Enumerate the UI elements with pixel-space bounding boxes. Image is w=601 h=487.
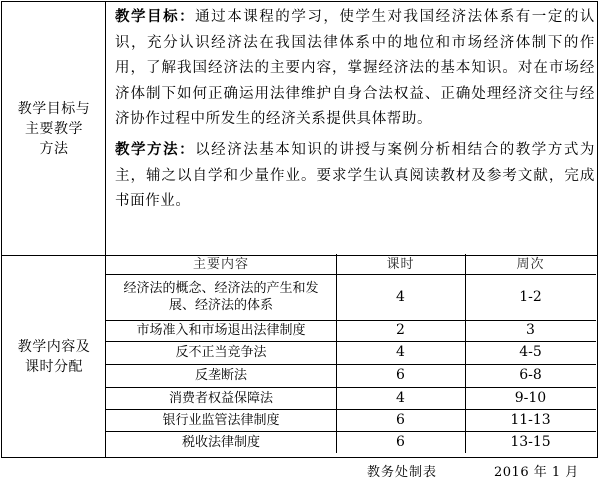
row-hours: 2: [396, 322, 405, 338]
objectives-label-line-3: 方法: [39, 140, 69, 157]
row-content: 税收法律制度: [181, 434, 260, 450]
row-weeks: 4-5: [519, 344, 542, 360]
row-hours: 6: [396, 411, 405, 428]
header-content: 主要内容: [192, 256, 249, 272]
row-weeks: 6-8: [519, 367, 542, 383]
row-content: 市场准入和市场退出法律制度: [136, 323, 306, 338]
table-row: [106, 387, 596, 409]
grid-line: [106, 320, 596, 321]
row-hours: 6: [396, 433, 405, 450]
teaching-goal-title: 教学目标：: [115, 8, 196, 25]
teaching-goal-text: 通过本课程的学习，使学生对我国经济法体系有一定的认识，充分认识经济法在我国法律体系中的地位和市场经济体制下的作用，了解我国经济法的主要内容，掌握经济法的基本知识。对在市场经济体制下如何正确运用法律维护自身合法权益、正确处理经济交往与经济协作过程中所发生的经济关系提供具体帮助。: [115, 9, 595, 128]
row-content: 反垄断法: [194, 368, 247, 383]
table-row: [106, 364, 596, 387]
row-content: 经济法的概念、经济法的产生和发展、经济法的体系: [123, 281, 319, 313]
teaching-method-title: 教学方法：: [115, 140, 196, 158]
row-hours: 4: [396, 389, 405, 406]
grid-line: [106, 341, 596, 342]
row-weeks: 9-10: [514, 389, 547, 406]
row-hours: 6: [396, 367, 405, 383]
grid-line: [106, 409, 596, 410]
objectives-label: [2, 2, 106, 255]
row-weeks: 3: [526, 322, 535, 338]
footer-date: 2016 年 1 月: [494, 465, 579, 480]
row-content: 消费者权益保障法: [168, 390, 273, 406]
teaching-goal-paragraph: [115, 4, 595, 133]
row-content: 银行业监管法律制度: [162, 412, 280, 428]
schedule-header-row: [106, 254, 596, 274]
grid-line: [106, 387, 596, 388]
table-row: [106, 274, 596, 320]
grid-line: [106, 364, 596, 365]
row-hours: 4: [396, 344, 405, 360]
table-row: [106, 341, 596, 364]
row-weeks: 11-13: [510, 411, 551, 428]
table-row: [106, 409, 596, 431]
row-weeks: 1-2: [519, 288, 542, 305]
table-row: [106, 320, 596, 341]
schedule-label: [2, 256, 106, 457]
grid-line: [336, 254, 337, 453]
grid-line: [106, 274, 596, 275]
header-weeks: 周次: [516, 256, 545, 272]
objectives-label-line-2: 主要教学: [25, 120, 83, 137]
table-row: [106, 431, 596, 453]
row-weeks: 13-15: [510, 433, 551, 450]
grid-line: [106, 431, 596, 432]
objectives-label-line-1: 教学目标与: [17, 100, 91, 117]
objectives-content: [115, 4, 595, 215]
grid-line: [465, 254, 466, 453]
schedule-label-line-1: 教学内容及: [17, 338, 91, 355]
schedule-label-line-2: 课时分配: [25, 358, 83, 375]
teaching-method-text: 以经济法基本知识的讲授与案例分析相结合的教学方式为主，辅之以自学和少量作业。要求学生认真阅读教材及参考文献，完成书面作业。: [115, 141, 595, 210]
teaching-method-paragraph: [115, 137, 595, 215]
footer-made-by: 教务处制表: [367, 465, 438, 480]
row-hours: 4: [396, 288, 405, 305]
header-hours: 课时: [386, 256, 415, 272]
row-content: 反不正当竞争法: [175, 345, 267, 360]
